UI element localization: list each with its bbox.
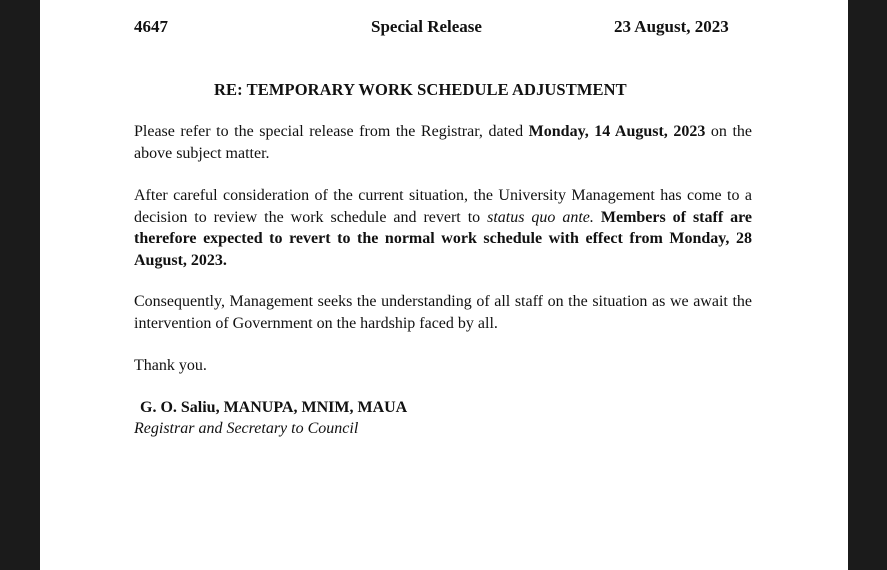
paragraph-text: Please refer to the special release from the Registrar, dated: [134, 123, 529, 140]
right-margin: [848, 0, 887, 570]
signatory-title: Registrar and Secretary to Council: [134, 420, 359, 437]
release-date: 23 August, 2023: [614, 17, 729, 36]
paragraph-decision: [134, 185, 752, 271]
paragraph-bold-directive: Members of staff are therefore expected to revert to the normal work schedule with effect from Monday, 28 August, 2023.: [134, 208, 753, 269]
paragraph-reference: [134, 121, 752, 164]
paragraph-text: After careful consideration of the current situation, the University Management has come to a decision to review the work schedule and revert to: [134, 187, 752, 226]
paragraph-text: on the above subject matter.: [134, 123, 753, 162]
left-margin: [0, 0, 40, 570]
document-title: RE: TEMPORARY WORK SCHEDULE ADJUSTMENT: [214, 80, 627, 99]
paragraph-bold-date: Monday, 14 August, 2023: [528, 123, 706, 140]
release-type: Special Release: [371, 17, 482, 36]
paragraph-italic-phrase: status quo ante.: [487, 208, 594, 226]
reference-number: 4647: [134, 17, 168, 36]
document-header: [40, 15, 848, 39]
document-page: [40, 0, 848, 570]
closing-line: Thank you.: [134, 357, 207, 374]
paragraph-consequently: Consequently, Management seeks the understanding of all staff on the situation as we await the intervention of Government on the hardship faced by all.: [134, 293, 752, 332]
signatory-name: G. O. Saliu, MANUPA, MNIM, MAUA: [140, 399, 408, 416]
